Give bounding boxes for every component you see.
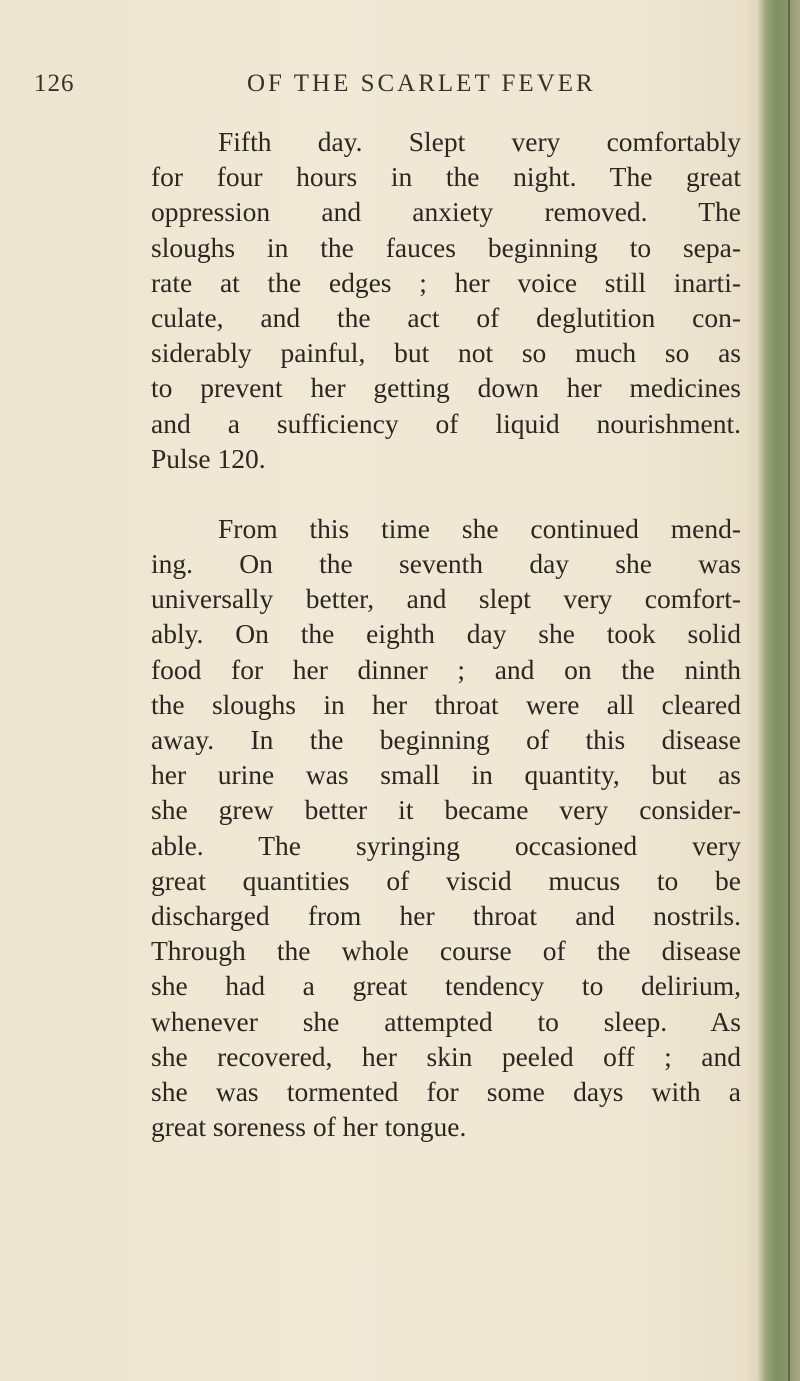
text-line: Fifth day. Slept very comfortably (218, 126, 741, 157)
text-line: From this time she continued mend- (218, 512, 741, 544)
text-line: universally better, and slept very comfort- (151, 583, 741, 615)
text-line: culate, and the act of deglutition con- (151, 301, 741, 333)
text-line: the sloughs in her throat were all cleared (151, 688, 741, 720)
running-head (34, 70, 754, 110)
paragraph-recovery (151, 511, 741, 1144)
text-line: ing. On the seventh day she was (151, 548, 741, 580)
text-line: oppression and anxiety removed. The (151, 196, 741, 228)
text-line: able. The syringing occasioned very (151, 829, 741, 861)
text-line: her urine was small in quantity, but as (151, 759, 741, 791)
text-line: great soreness of her tongue. (151, 1111, 467, 1143)
text-line: she was tormented for some days with a (151, 1075, 741, 1107)
text-line: whenever she attempted to sleep. As (151, 1005, 741, 1037)
text-line: food for her dinner ; and on the ninth (151, 653, 741, 685)
text-line: siderably painful, but not so much so as (151, 337, 741, 369)
text-line: she had a great tendency to delirium, (151, 970, 741, 1002)
text-line: to prevent her getting down her medicines (151, 372, 741, 404)
text-line: she grew better it became very consider- (151, 794, 741, 826)
body-text (151, 124, 741, 1144)
text-line: Pulse 120. (151, 442, 266, 474)
text-line: she recovered, her skin peeled off ; and (151, 1040, 741, 1072)
text-line: sloughs in the fauces beginning to sepa- (151, 231, 741, 263)
paragraph-gap (151, 476, 741, 511)
book-gutter (758, 0, 800, 1381)
page-number: 126 (34, 70, 75, 97)
text-line: for four hours in the night. The great (151, 161, 741, 193)
text-line: away. In the beginning of this disease (151, 724, 741, 755)
text-line: discharged from her throat and nostrils. (151, 899, 741, 931)
text-line: and a sufficiency of liquid nourishment. (151, 407, 741, 439)
text-line: ably. On the eighth day she took solid (151, 618, 741, 650)
paragraph-fifth-day (151, 124, 741, 476)
text-line: great quantities of viscid mucus to be (151, 864, 741, 896)
running-head-title: OF THE SCARLET FEVER (247, 70, 596, 97)
text-line: Through the whole course of the disease (151, 935, 741, 967)
text-line: rate at the edges ; her voice still inarti- (151, 266, 741, 298)
page-edge (788, 0, 790, 1381)
